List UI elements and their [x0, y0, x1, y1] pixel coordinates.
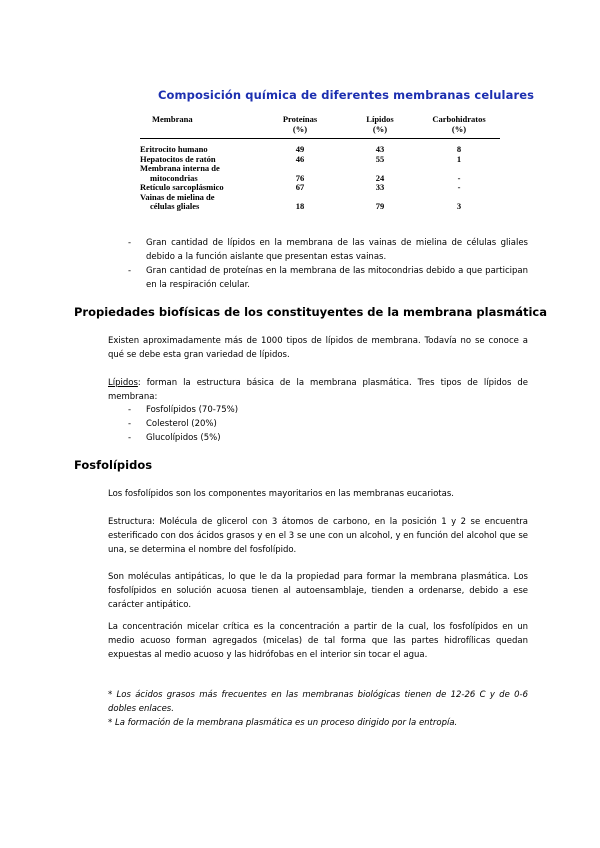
header-lipidos: Lípidos (%): [342, 112, 418, 139]
header-proteinas: Proteínas (%): [258, 112, 342, 139]
row-carbohidratos: 3: [456, 201, 462, 211]
table-title: Composición química de diferentes membranas celulares: [158, 88, 535, 102]
row-carbohidratos: -: [457, 172, 461, 183]
row-carbohidratos: 8: [456, 144, 462, 154]
table-row: [140, 139, 500, 155]
row-carbohidratos: -: [457, 182, 461, 192]
row-proteinas: 67: [295, 182, 305, 192]
row-name: Membrana interna de mitocondrias: [140, 163, 220, 183]
row-lipidos: 24: [375, 172, 385, 183]
row-lipidos: 79: [375, 201, 385, 211]
row-carbohidratos: 1: [456, 153, 462, 164]
row-name: Hepatocitos de ratón: [140, 153, 216, 164]
header-carbohidratos: Carbohidratos (%): [418, 112, 500, 139]
list-item: - Glucolípidos (5%): [128, 433, 221, 443]
row-name: Eritrocito humano: [140, 144, 208, 154]
row-proteinas: 49: [295, 144, 305, 154]
paragraph: Los fosfolípidos son los componentes mayoritarios en las membranas eucariotas.: [108, 489, 454, 499]
header-membrana: Membrana: [140, 112, 258, 139]
notes-list: [128, 236, 528, 292]
row-lipidos: 55: [375, 153, 385, 164]
footnote: * La formación de la membrana plasmática es un proceso dirigido por la entropía.: [108, 718, 458, 728]
row-proteinas: 46: [295, 153, 305, 164]
list-item: - Fosfolípidos (70-75%): [128, 405, 239, 415]
paragraph-lipidos: Lípidos: forman la estructura básica de la membrana plasmática. Tres tipos de lípidos de membrana:: [108, 378, 528, 402]
lipid-types-list: [128, 403, 238, 445]
paragraph: La concentración micelar crítica es la concentración a partir de la cual, los fosfolípidos en un medio acuoso forman agregados (micelas) de tal forma que las partes hidrofílicas quedan expuestas al medio acuoso y las hidrófobas en el interior sin tocar el agua.: [108, 622, 528, 660]
row-proteinas: 76: [295, 172, 305, 183]
paragraph: Son moléculas antipáticas, lo que le da la propiedad para formar la membrana plasmática. Los fosfolípidos en solución acuosa tienen al autoensamblaje, tienden a ordenarse, debido a ese carácter antipático.: [108, 572, 528, 610]
section-heading-propiedades: Propiedades biofísicas de los constituyentes de la membrana plasmática: [74, 305, 547, 319]
table-header-row: [140, 112, 500, 139]
footnote: * Los ácidos grasos más frecuentes en las membranas biológicas tienen de 12-26 C y de 0-6 dobles enlaces.: [108, 690, 528, 714]
paragraph-estructura: Estructura: Molécula de glicerol con 3 átomos de carbono, en la posición 1 y 2 se encuentra esterificado con dos ácidos grasos y en el 3 se une con un alcohol, y en función del alcohol que se una, se determina el nombre del fosfolípido.: [108, 517, 528, 555]
row-proteinas: 18: [295, 201, 305, 211]
list-item: - Gran cantidad de proteínas en la membrana de las mitocondrias debido a que participan en la respiración celular.: [128, 266, 528, 290]
composition-table: [140, 112, 500, 212]
table-row: [140, 193, 500, 212]
table-row: [140, 164, 500, 183]
row-name: Vainas de mielina de células gliales: [140, 191, 215, 211]
paragraph: Existen aproximadamente más de 1000 tipos de lípidos de membrana. Todavía no se conoce a qué se debe esta gran variedad de lípidos.: [108, 336, 528, 360]
row-lipidos: 43: [375, 144, 385, 154]
row-lipidos: 33: [375, 182, 385, 192]
section-heading-fosfolipidos: Fosfolípidos: [74, 458, 153, 472]
row-name: Retículo sarcoplásmico: [140, 182, 224, 192]
list-item: - Gran cantidad de lípidos en la membrana de las vainas de mielina de células gliales debido a la función aislante que presentan estas vainas.: [128, 238, 528, 262]
list-item: - Colesterol (20%): [128, 419, 217, 429]
